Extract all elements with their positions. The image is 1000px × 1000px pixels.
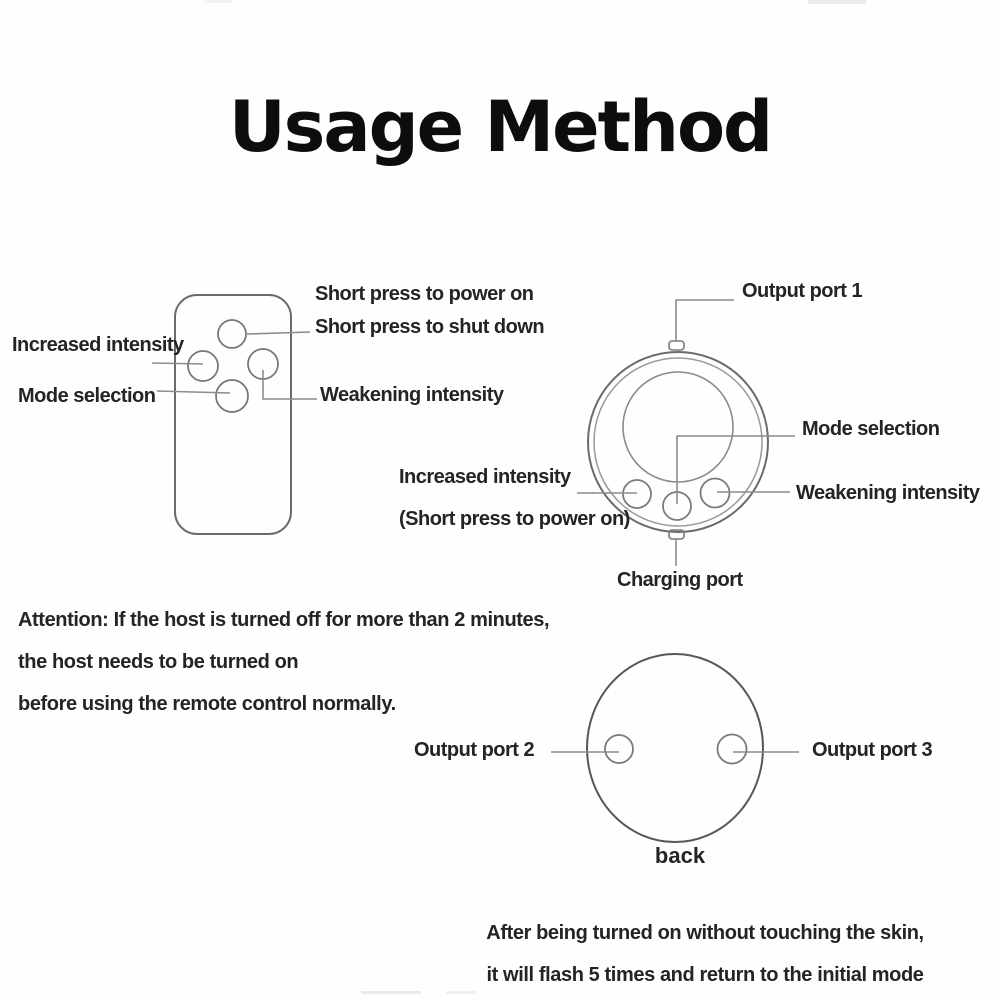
remote-power-button — [218, 320, 246, 348]
label-remote-shut-down: Short press to shut down — [315, 316, 545, 338]
leader-output-port-1 — [676, 300, 734, 341]
footer-line-2: it will flash 5 times and return to the initial mode — [486, 964, 924, 986]
remote-body-outline — [175, 295, 291, 534]
remote-body — [175, 295, 291, 534]
attention-line-1: Attention: If the host is turned off for more than 2 minutes, — [18, 609, 550, 631]
host-back-outline — [587, 654, 763, 842]
host-increase-button — [623, 480, 651, 508]
page-title: Usage Method — [228, 86, 772, 168]
label-charging-port: Charging port — [617, 569, 743, 591]
host-output-port-2-hole — [605, 735, 633, 763]
leader-remote-power — [247, 332, 310, 334]
host-front-face — [623, 372, 733, 482]
label-remote-weakening-intensity: Weakening intensity — [320, 384, 504, 406]
label-remote-mode-selection: Mode selection — [18, 385, 156, 407]
host-output-port-3-hole — [718, 735, 747, 764]
footer-note — [410, 912, 1000, 996]
label-output-port-1: Output port 1 — [742, 280, 863, 302]
footer-line-1: After being turned on without touching the skin, — [486, 922, 924, 944]
host-front-inner-ring — [594, 358, 762, 526]
attention-line-3: before using the remote control normally. — [18, 693, 396, 715]
remote-increase-button — [188, 351, 218, 381]
leader-remote-mode — [157, 391, 230, 393]
label-output-port-3: Output port 3 — [812, 739, 933, 761]
label-host-increase-note: (Short press to power on) — [399, 508, 630, 530]
label-host-weakening-intensity: Weakening intensity — [796, 482, 980, 504]
label-host-mode-selection: Mode selection — [802, 418, 940, 440]
label-output-port-2: Output port 2 — [414, 739, 535, 761]
leader-remote-increase — [152, 363, 203, 364]
host-weaken-button — [701, 479, 730, 508]
host-front-outer-edge — [588, 352, 768, 532]
attention-note — [18, 599, 549, 725]
label-host-increased-intensity: Increased intensity — [399, 466, 571, 488]
label-remote-increased-intensity: Increased intensity — [12, 334, 184, 356]
attention-line-2: the host needs to be turned on — [18, 651, 299, 673]
label-back-caption: back — [654, 843, 706, 868]
host-back-edge — [587, 654, 763, 842]
leader-host-mode — [677, 436, 795, 504]
host-output-port-1-tab — [669, 341, 684, 350]
label-remote-power-on: Short press to power on — [315, 283, 534, 305]
remote-mode-button — [216, 380, 248, 412]
